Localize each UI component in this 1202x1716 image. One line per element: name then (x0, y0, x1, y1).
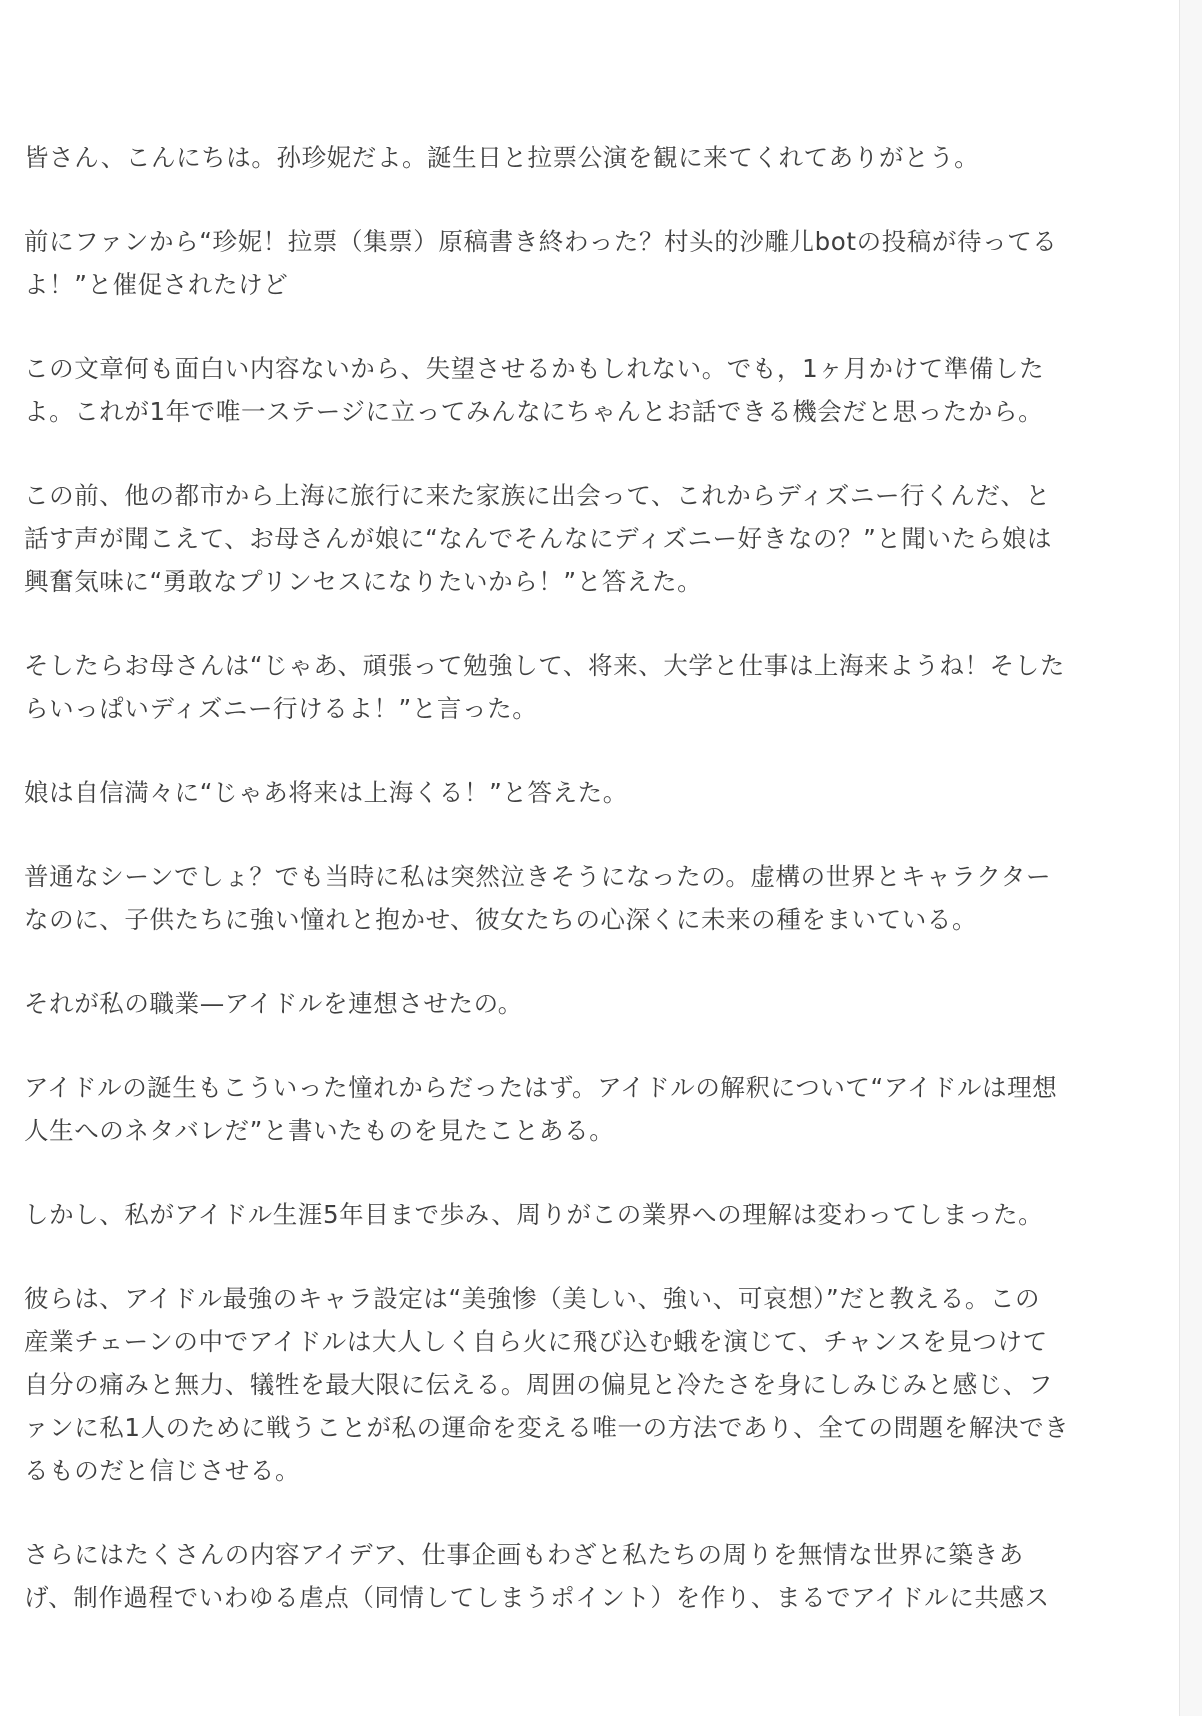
paragraph-2: 前にファンから“珍妮！拉票（集票）原稿書き終わった？村头的沙雕儿botの投稿が待ってる よ！”と催促されたけど (24, 227, 1058, 299)
paragraph-7: 普通なシーンでしょ？でも当時に私は突然泣きそうになったの。虚構の世界とキャラクター なのに、子供たちに強い憧れと抱かせ、彼女たちの心深くに未来の種をまいている。 (24, 862, 1052, 934)
paragraph-10: しかし、私がアイドル生涯5年目まで歩み、周りがこの業界への理解は変わってしまった。 (24, 1200, 1044, 1229)
vertical-scrollbar[interactable] (1179, 0, 1202, 1716)
paragraph-8: それが私の職業—アイドルを連想させたの。 (24, 989, 523, 1018)
paragraph-1: 皆さん、こんにちは。孙珍妮だよ。誕生日と拉票公演を観に来てくれてありがとう。 (24, 143, 980, 172)
paragraph-11: 彼らは、アイドル最強のキャラ設定は“美強惨（美しい、強い、可哀想）”だと教える。この 産業チェーンの中でアイドルは大人しく自ら火に飛び込む蛾を演じて、チャンスを見つけて 自分の痛みと無力、犠牲を最大限に伝える。周囲の偏見と冷たさを身にしみじみと感じ、フ ァンに私1人のために戦うことが私の運命を変える唯一の方法であり、全ての問題を解決でき るものだと信じさせる。 (24, 1284, 1070, 1485)
article-body (24, 136, 1154, 1660)
paragraph-6: 娘は自信満々に“じゃあ将来は上海くる！”と答えた。 (24, 778, 628, 807)
paragraph-12: さらにはたくさんの内容アイデア、仕事企画もわざと私たちの周りを無情な世界に築きあ げ、制作過程でいわゆる虐点（同情してしまうポイント）を作り、まるでアイドルに共感ス (24, 1540, 1050, 1612)
paragraph-5: そしたらお母さんは“じゃあ、頑張って勉強して、将来、大学と仕事は上海来ようね！そした らいっぱいディズニー行けるよ！”と言った。 (24, 651, 1065, 723)
paragraph-4: この前、他の都市から上海に旅行に来た家族に出会って、これからディズニー行くんだ、と 話す声が聞こえて、お母さんが娘に“なんでそんなにディズニー好きなの？”と聞いたら娘は 興奮気味に“勇敢なプリンセスになりたいから！”と答えた。 (24, 481, 1053, 596)
paragraph-9: アイドルの誕生もこういった憧れからだったはず。アイドルの解釈について“アイドルは理想 人生へのネタバレだ”と書いたものを見たことある。 (24, 1073, 1058, 1145)
paragraph-3: この文章何も面白い内容ないから、失望させるかもしれない。でも，1ヶ月かけて準備した よ。これが1年で唯一ステージに立ってみんなにちゃんとお話できる機会だと思ったから。 (24, 354, 1045, 426)
